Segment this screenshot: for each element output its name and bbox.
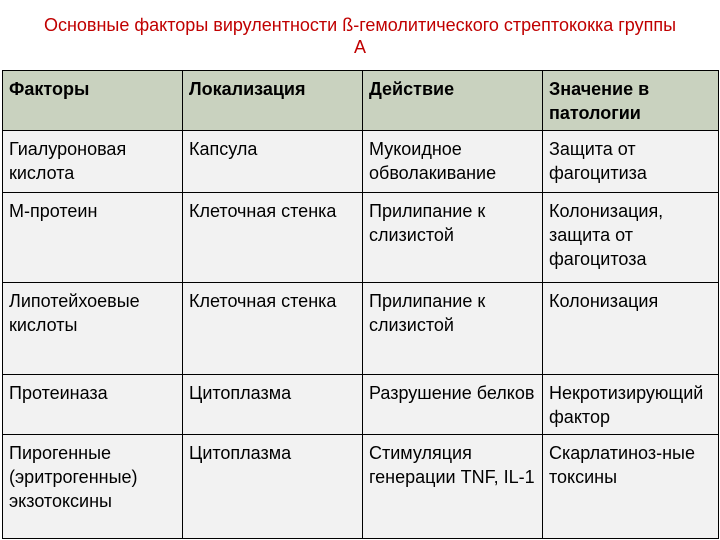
cell-localization: Клеточная стенка [183, 283, 363, 375]
cell-action: Прилипание к слизистой [363, 193, 543, 283]
table-row [3, 435, 719, 539]
slide-title [0, 14, 720, 58]
header-action: Действие [363, 71, 543, 131]
cell-factor: Пирогенные (эритрогенные) экзотоксины [3, 435, 183, 539]
cell-localization: Цитоплазма [183, 435, 363, 539]
table-row [3, 283, 719, 375]
cell-action: Прилипание к слизистой [363, 283, 543, 375]
table-row [3, 375, 719, 435]
header-localization: Локализация [183, 71, 363, 131]
cell-significance: Защита от фагоцитиза [543, 131, 719, 193]
table-row [3, 131, 719, 193]
cell-action: Стимуляция генерации TNF, IL-1 [363, 435, 543, 539]
cell-localization: Капсула [183, 131, 363, 193]
cell-action: Разрушение белков [363, 375, 543, 435]
table-row [3, 193, 719, 283]
cell-significance: Колонизация [543, 283, 719, 375]
table-header-row [3, 71, 719, 131]
cell-factor: Липотейхоевые кислоты [3, 283, 183, 375]
cell-localization: Клеточная стенка [183, 193, 363, 283]
header-pathology-significance: Значение в патологии [543, 71, 719, 131]
cell-factor: Протеиназа [3, 375, 183, 435]
cell-factor: Гиалуроновая кислота [3, 131, 183, 193]
cell-factor: М-протеин [3, 193, 183, 283]
title-line-2: А [353, 37, 366, 57]
cell-significance: Колонизация, защита от фагоцитоза [543, 193, 719, 283]
cell-significance: Некротизирующий фактор [543, 375, 719, 435]
cell-localization: Цитоплазма [183, 375, 363, 435]
title-line-1: Основные факторы вирулентности ß-гемолитического стрептококка группы [43, 15, 677, 35]
cell-action: Мукоидное обволакивание [363, 131, 543, 193]
virulence-factors-table [2, 70, 719, 539]
cell-significance: Скарлатиноз-ные токсины [543, 435, 719, 539]
header-factors: Факторы [3, 71, 183, 131]
